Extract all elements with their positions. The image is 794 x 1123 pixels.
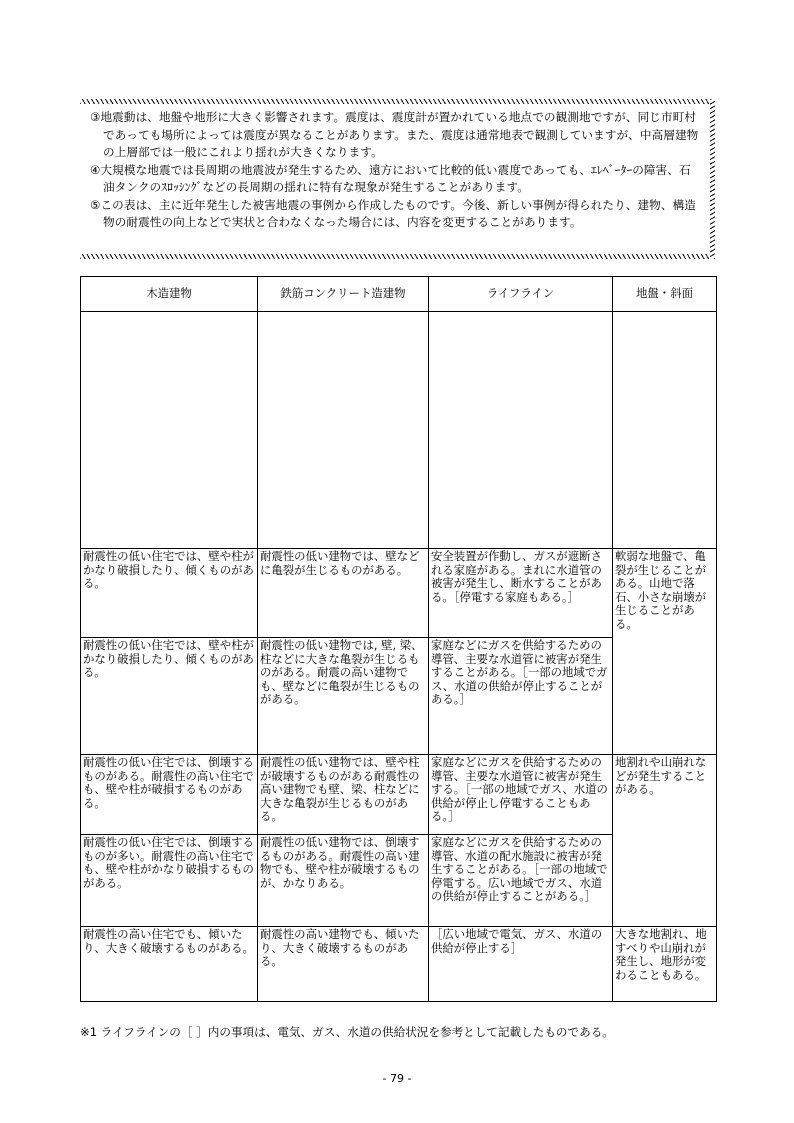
- note-item: ④大規模な地震では長周期の地震波が発生するため、遠方において比較的低い震度であっても、ｴﾚﾍﾞｰﾀｰの障害、石油タンクのｽﾛｯｼﾝｸﾞなどの長周期の揺れに特有な現象が発生することがあります。: [90, 162, 691, 194]
- table-cell-ground: 軟弱な地盤で、亀裂が生じることがある。山地で落石、小さな崩壊が生じることがある。: [613, 549, 717, 755]
- table-cell-lifeline: 家庭などにガスを供給するための導管、水道の配水施設に被害が発生することがある。［一部の地域で停電する。広い地域でガス、水道の供給が停止することがある。］: [429, 835, 613, 927]
- table-cell-empty: [429, 312, 613, 549]
- table-cell-lifeline: 安全装置が作動し、ガスが遮断される家庭がある。まれに水道管の被害が発生し、断水することがある。［停電する家庭もある。］: [429, 549, 613, 638]
- table-cell-ground: 大きな地割れ、地すべりや山崩れが発生し、地形が変わることもある。: [613, 927, 717, 1002]
- table-cell-empty: [258, 312, 429, 549]
- table-row-blank: [81, 312, 717, 549]
- header-rc: 鉄筋コンクリート造建物: [258, 277, 429, 312]
- table-cell-rc: 耐震性の高い建物でも、傾いたり、大きく破壊するものがある。: [258, 927, 429, 1002]
- table-cell-ground: 地割れや山崩れなどが発生することがある。: [613, 755, 717, 927]
- table-cell-wooden: 耐震性の低い住宅では、倒壊するものがある。耐震性の高い住宅でも、壁や柱が破損するものがある。: [81, 755, 258, 835]
- notes-list: [90, 109, 701, 232]
- table-cell-wooden: 耐震性の低い住宅では、倒壊するものが多い。耐震性の高い住宅でも、壁や柱がかなり破損するものがある。: [81, 835, 258, 927]
- table-cell-empty: [613, 312, 717, 549]
- table-header-row: [81, 277, 717, 312]
- notes-box: [80, 99, 715, 259]
- page-number: - 79 -: [382, 1072, 412, 1085]
- table-cell-lifeline: ［広い地域で電気、ガス、水道の供給が停止する］: [429, 927, 613, 1002]
- table-row: [81, 549, 717, 638]
- table-cell-rc: 耐震性の低い建物では、壁などに亀裂が生じるものがある。: [258, 549, 429, 638]
- hatched-border-right: [710, 99, 715, 259]
- footnote: ※1 ライフラインの［ ］内の事項は、電気、ガス、水道の供給状況を参考として記載したものである。: [80, 1025, 614, 1039]
- table-cell-rc: 耐震性の低い建物では、倒壊するものがある。耐震性の高い建物でも、壁や柱が破壊するものが、かなりある。: [258, 835, 429, 927]
- table-cell-lifeline: 家庭などにガスを供給するための導管、主要な水道管に被害が発生することがある。［一部の地域でガス、水道の供給が停止することがある。］: [429, 638, 613, 755]
- damage-table: [80, 276, 717, 1002]
- note-item: ③地震動は、地盤や地形に大きく影響されます。震度は、震度計が置かれている地点での観測地ですが、同じ市町村であっても場所によっては震度が異なることがあります。また、震度は通常地表で観測していますが、中高層建物の上層部では一般にこれより揺れが大きくなります。: [90, 110, 699, 159]
- table-cell-wooden: 耐震性の高い住宅でも、傾いたり、大きく破壊するものがある。: [81, 927, 258, 1002]
- header-wooden: 木造建物: [81, 277, 258, 312]
- table-cell-wooden: 耐震性の低い住宅では、壁や柱がかなり破損したり、傾くものがある。: [81, 638, 258, 755]
- table-cell-empty: [81, 312, 258, 549]
- hatched-border-top: [80, 99, 715, 104]
- header-lifeline: ライフライン: [429, 277, 613, 312]
- table-cell-rc: 耐震性の低い建物では、壁や柱が破壊するものがある耐震性の高い建物でも壁、梁、柱などに大きな亀裂が生じるものがある。: [258, 755, 429, 835]
- table-row: [81, 927, 717, 1002]
- table-cell-wooden: 耐震性の低い住宅では、壁や柱がかなり破損したり、傾くものがある。: [81, 549, 258, 638]
- header-ground: 地盤・斜面: [613, 277, 717, 312]
- hatched-border-bottom: [80, 254, 715, 259]
- table-cell-lifeline: 家庭などにガスを供給するための導管、主要な水道管に被害が発生する。［一部の地域でガス、水道の供給が停止し停電することもある。］: [429, 755, 613, 835]
- table-cell-rc: 耐震性の低い建物では, 壁, 梁、柱などに大きな亀裂が生じるものがある。耐震の高い建物でも、壁などに亀裂が生じるものがある。: [258, 638, 429, 755]
- note-item: ⑤この表は、主に近年発生した被害地震の事例から作成したものです。今後、新しい事例が得られたり、建物、構造物の耐震性の向上などで実状と合わなくなった場合には、内容を変更することがあります。: [90, 197, 696, 229]
- table-row: [81, 755, 717, 835]
